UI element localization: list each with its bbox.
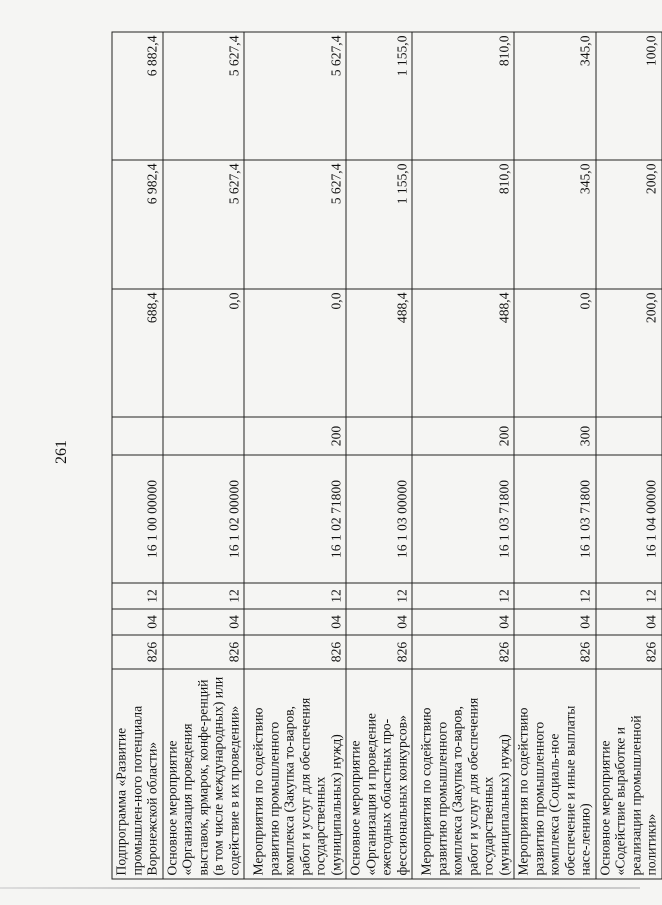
subsection-code: 12 [163, 583, 245, 609]
budget-table-container [112, 33, 659, 880]
expense-type-code: 200 [244, 417, 346, 455]
scan-edge-line [0, 887, 640, 889]
target-article-code: 16 1 02 00000 [163, 455, 245, 583]
expense-type-code [163, 417, 245, 455]
table-row [412, 32, 514, 879]
item-name: Мероприятия по содействию развитию промышленного комплекса (Закупка то-варов, работ и услуг для обеспечения государственных (муниципальных) нужд) [244, 669, 346, 879]
section-code: 04 [412, 609, 514, 635]
target-article-code: 16 1 03 71800 [514, 455, 596, 583]
amount-year-3: 810,0 [412, 32, 514, 160]
subsection-code: 12 [514, 583, 596, 609]
budget-table [112, 32, 662, 880]
amount-year-2: 200,0 [596, 160, 662, 289]
table-row [163, 32, 245, 879]
amount-year-3: 345,0 [514, 32, 596, 160]
amount-year-3: 5 627,4 [163, 32, 245, 160]
target-article-code: 16 1 03 71800 [412, 455, 514, 583]
item-name: Основное мероприятие «Организация и проведение ежегодных областных про-фессиональных конкурсов» [346, 669, 412, 879]
amount-year-3: 6 882,4 [112, 32, 163, 160]
amount-year-3: 5 627,4 [244, 32, 346, 160]
section-code: 04 [596, 609, 662, 635]
item-name: Основное мероприятие «Организация проведения выставок, ярмарок, конфе-ренций (в том числе международных) или содействие в их проведении» [163, 669, 245, 879]
grbs-code: 826 [514, 635, 596, 669]
item-name: Мероприятия по содействию развитию промышленного комплекса (Социаль-ное обеспечение и иные выплаты насе-лению) [514, 669, 596, 879]
amount-year-2: 5 627,4 [163, 160, 245, 289]
table-row [346, 32, 412, 879]
subsection-code: 12 [346, 583, 412, 609]
grbs-code: 826 [412, 635, 514, 669]
target-article-code: 16 1 00 00000 [112, 455, 163, 583]
target-article-code: 16 1 02 71800 [244, 455, 346, 583]
table-row [112, 32, 163, 879]
amount-year-1: 0,0 [514, 289, 596, 417]
target-article-code: 16 1 04 00000 [596, 455, 662, 583]
amount-year-1: 488,4 [346, 289, 412, 417]
table-row [514, 32, 596, 879]
subsection-code: 12 [244, 583, 346, 609]
item-name: Основное мероприятие «Содействие выработке и реализации промышленной политики» [596, 669, 662, 879]
expense-type-code: 200 [412, 417, 514, 455]
section-code: 04 [514, 609, 596, 635]
grbs-code: 826 [244, 635, 346, 669]
amount-year-2: 6 982,4 [112, 160, 163, 289]
section-code: 04 [244, 609, 346, 635]
item-name: Подпрограмма «Развитие промышлен-ного потенциала Воронежской области» [112, 669, 163, 879]
expense-type-code: 300 [514, 417, 596, 455]
section-code: 04 [346, 609, 412, 635]
amount-year-2: 1 155,0 [346, 160, 412, 289]
subsection-code: 12 [112, 583, 163, 609]
item-name: Мероприятия по содействию развитию промышленного комплекса (Закупка то-варов, работ и услуг для обеспечения государственных (муниципальных) нужд) [412, 669, 514, 879]
amount-year-2: 5 627,4 [244, 160, 346, 289]
grbs-code: 826 [112, 635, 163, 669]
amount-year-1: 200,0 [596, 289, 662, 417]
amount-year-1: 0,0 [244, 289, 346, 417]
page-number: 261 [53, 440, 70, 464]
section-code: 04 [112, 609, 163, 635]
grbs-code: 826 [596, 635, 662, 669]
amount-year-2: 345,0 [514, 160, 596, 289]
section-code: 04 [163, 609, 245, 635]
amount-year-3: 1 155,0 [346, 32, 412, 160]
amount-year-3: 100,0 [596, 32, 662, 160]
expense-type-code [596, 417, 662, 455]
subsection-code: 12 [596, 583, 662, 609]
table-row [244, 32, 346, 879]
expense-type-code [346, 417, 412, 455]
amount-year-1: 488,4 [412, 289, 514, 417]
grbs-code: 826 [346, 635, 412, 669]
grbs-code: 826 [163, 635, 245, 669]
expense-type-code [112, 417, 163, 455]
amount-year-2: 810,0 [412, 160, 514, 289]
table-row [596, 32, 662, 879]
target-article-code: 16 1 03 00000 [346, 455, 412, 583]
amount-year-1: 688,4 [112, 289, 163, 417]
amount-year-1: 0,0 [163, 289, 245, 417]
subsection-code: 12 [412, 583, 514, 609]
